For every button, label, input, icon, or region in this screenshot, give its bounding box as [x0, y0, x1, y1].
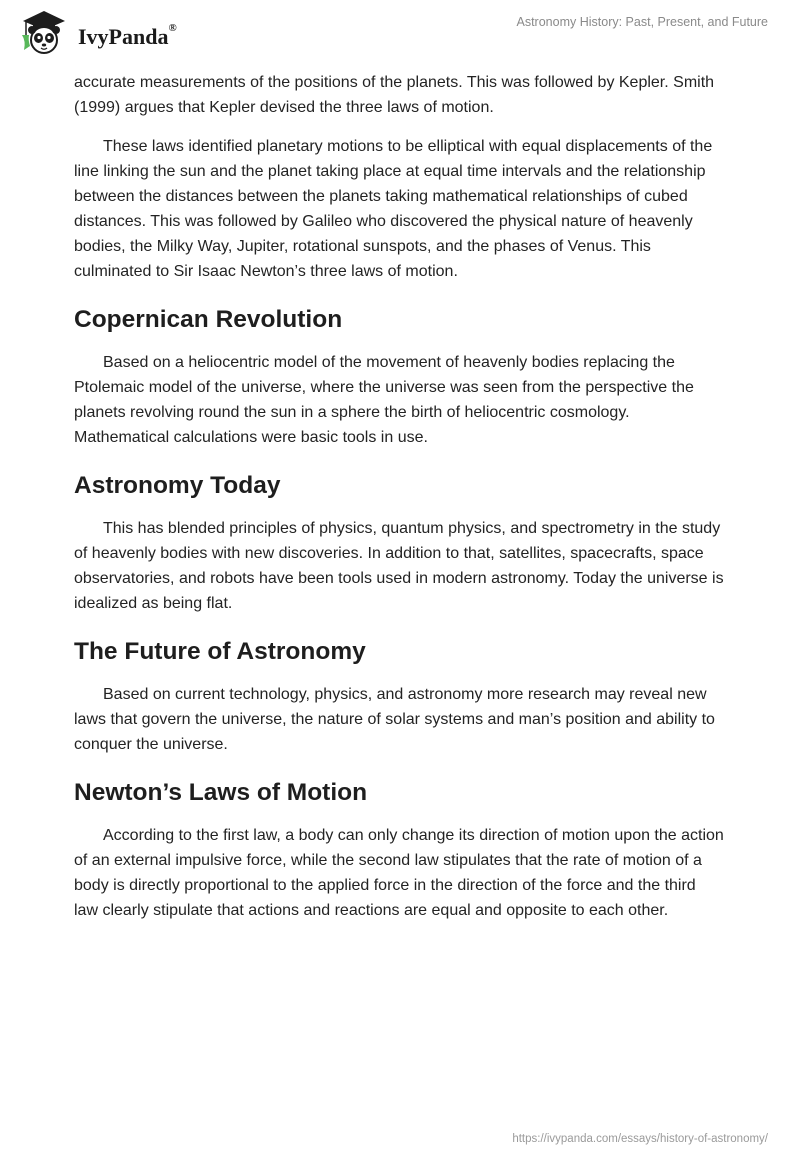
section-body-copernican-revolution: Based on a heliocentric model of the movement of heavenly bodies replacing the Ptolemaic model of the universe, where the universe was seen from the perspective the planets revolving round the sun in a sphere the birth of heliocentric cosmology. Mathematical calculations were basic tools in use.: [74, 354, 694, 446]
section-heading-newtons-laws: Newton’s Laws of Motion: [74, 779, 368, 806]
section-body-astronomy-today: This has blended principles of physics, quantum physics, and spectrometry in the study of heavenly bodies with new discoveries. In addition to that, satellites, spacecrafts, space observatories, and robots have been tools used in modern astronomy. Today the universe is idealized as being flat.: [74, 520, 724, 612]
section-body-newtons-laws: According to the first law, a body can only change its direction of motion upon the action of an external impulsive force, while the second law stipulates that the rate of motion of a body is directly proportional to the applied force in the direction of the force and the third law clearly stipulate that actions and reactions are equal and opposite to each other.: [74, 827, 724, 919]
section-heading-future-of-astronomy: The Future of Astronomy: [74, 638, 366, 665]
ivypanda-logo[interactable]: [14, 8, 192, 56]
source-url[interactable]: https://ivypanda.com/essays/history-of-astronomy/: [512, 1133, 768, 1145]
intro-paragraph: accurate measurements of the positions of the planets. This was followed by Kepler. Smith (1999) argues that Kepler devised the three laws of motion.: [74, 74, 715, 116]
panda-graduate-icon: [14, 8, 76, 56]
registered-mark: ®: [168, 22, 177, 34]
brand-name-text: IvyPanda: [78, 24, 169, 49]
brand-name: [78, 24, 177, 50]
section-body-future-of-astronomy: Based on current technology, physics, and astronomy more research may reveal new laws that govern the universe, the nature of solar systems and man’s position and ability to conquer the universe.: [74, 686, 715, 753]
section-heading-copernican-revolution: Copernican Revolution: [74, 306, 343, 333]
section-heading-astronomy-today: Astronomy Today: [74, 472, 281, 499]
page-header: [0, 0, 800, 60]
laws-paragraph: These laws identified planetary motions to be elliptical with equal displacements of the line linking the sun and the planet taking place at equal time intervals and the relationship between the distances between the planets taking mathematical relationships of cubed distances. This was followed by Galileo who discovered the physical nature of heavenly bodies, the Milky Way, Jupiter, rotational sunspots, and the phases of Venus. This culminated to Sir Isaac Newton’s three laws of motion.: [74, 138, 713, 280]
essay-content: [74, 70, 724, 937]
document-title: Astronomy History: Past, Present, and Future: [516, 15, 768, 29]
